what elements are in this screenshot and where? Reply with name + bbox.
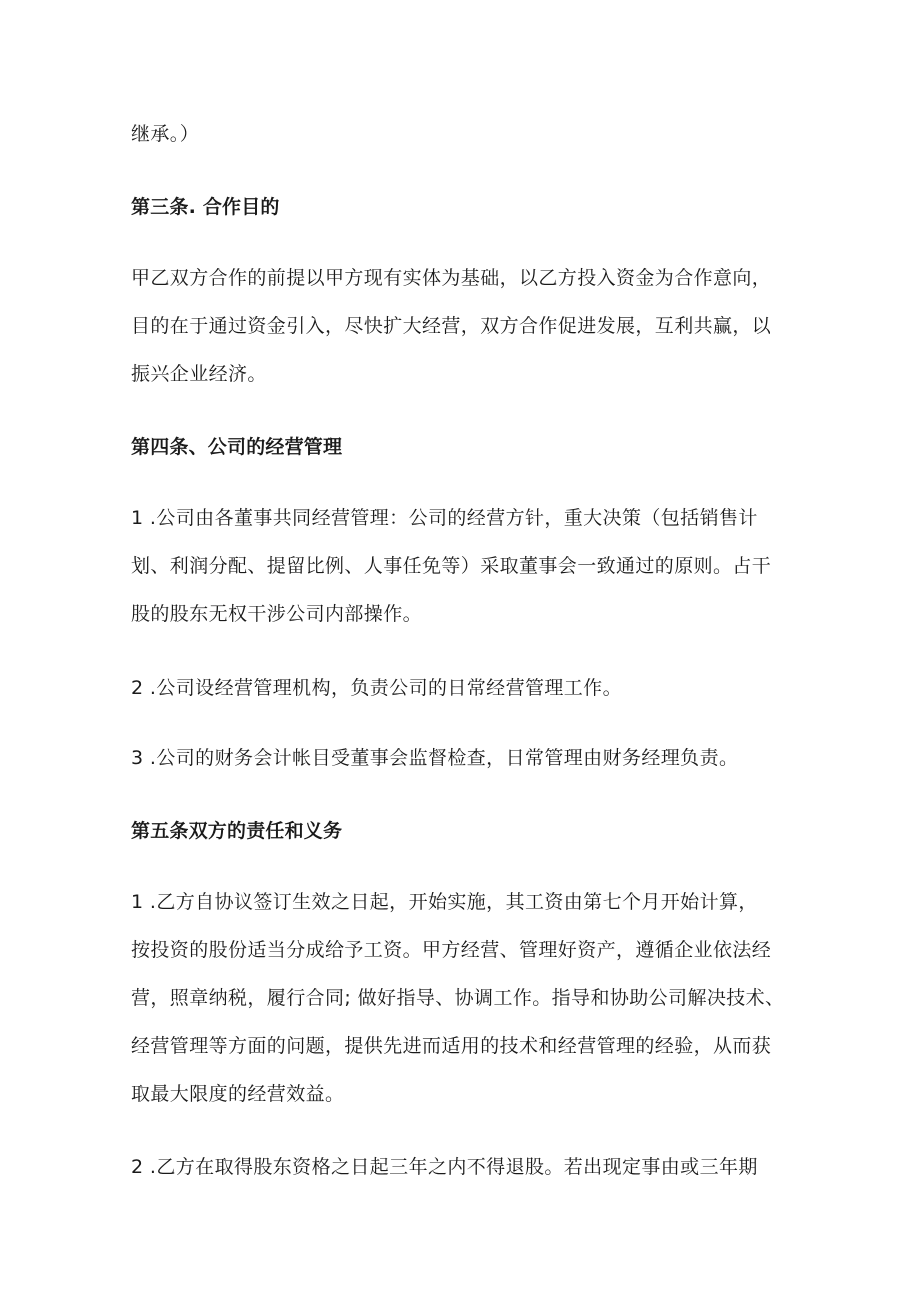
- text-line: 营，照章纳税，履行合同; 做好指导、协调工作。指导和协助公司解决技术、: [131, 987, 785, 1009]
- section-heading-4: 第四条、公司的经营管理: [131, 436, 343, 458]
- section-heading-3: 第三条. 合作目的: [131, 196, 280, 218]
- text-line: 甲乙双方合作的前提以甲方现有实体为基础，以乙方投入资金为合作意向，: [131, 267, 772, 289]
- text-line: 3 .公司的财务会计帐目受董事会监督检查，日常管理由财务经理负责。: [131, 747, 739, 769]
- text-line: 1 .乙方自协议签订生效之日起，开始实施，其工资由第七个月开始计算，: [131, 891, 758, 913]
- text-line: 取最大限度的经营效益。: [131, 1083, 345, 1105]
- text-line: 股的股东无权干涉公司内部操作。: [131, 603, 423, 625]
- text-line: 2 .乙方在取得股东资格之日起三年之内不得退股。若出现定事由或三年期: [131, 1156, 758, 1178]
- text-line: 目的在于通过资金引入，尽快扩大经营，双方合作促进发展，互利共赢，以: [131, 315, 772, 337]
- text-line: 经营管理等方面的问题，提供先进而适用的技术和经营管理的经验，从而获: [131, 1035, 772, 1057]
- text-line: 振兴企业经济。: [131, 363, 267, 385]
- text-line: 继承。）: [131, 123, 200, 145]
- text-line: 1 .公司由各董事共同经营管理：公司的经营方针，重大决策（包括销售计: [131, 507, 758, 529]
- text-line: 2 .公司设经营管理机构，负责公司的日常经营管理工作。: [131, 677, 622, 699]
- text-line: 划、利润分配、提留比例、人事任免等）采取董事会一致通过的原则。占干: [131, 555, 772, 577]
- text-line: 按投资的股份适当分成给予工资。甲方经营、管理好资产，遵循企业依法经: [131, 939, 772, 961]
- section-heading-5: 第五条双方的责任和义务: [131, 820, 343, 842]
